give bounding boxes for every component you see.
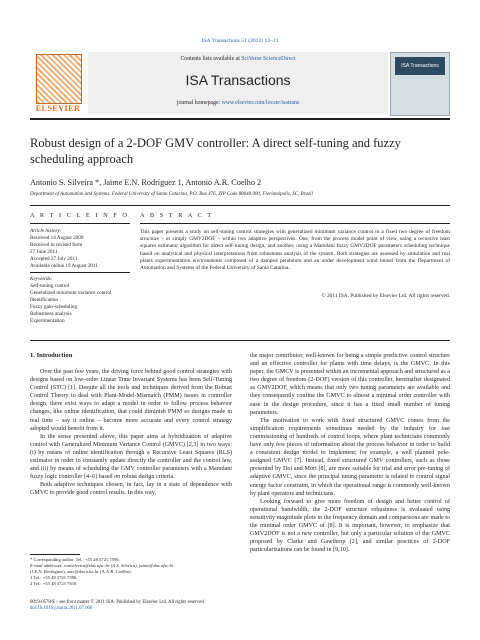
footnote-corresponding: * Corresponding author. Tel.: +55 48 3721 7596. <box>30 557 120 562</box>
article-title: Robust design of a 2-DOF GMV controller: A direct self-tuning and fuzzy scheduling approach <box>30 136 401 166</box>
history-line: 27 June 2011 <box>30 249 58 255</box>
paragraph: Over the past few years, the driving force behind good control strategies with designs based on low-order Linear Time Invariant Systems has been Self-Tuning Control (STC) [1]. Despite all the tools and techniques derived from the Robust Control Theory to deal with Plant-Model-Mismatch (PMM) issues in controller design, there exist ways to adapt a model in order to follow process behavior changes, like online identification, that could diminish PMM so designs made in real time – say it online – become more accurate and every control strategy adopted would benefit from it. <box>30 369 232 432</box>
history-line: Received 14 August 2009 <box>30 235 84 241</box>
sciencedirect-link[interactable]: SciVerse ScienceDirect <box>241 56 296 62</box>
contents-prefix: Contents lists available at <box>180 56 242 62</box>
footnote-emails-cont: (J.E.N. Rodríguez), aarc@das.ufsc.br (A.A.R. Coelho). <box>30 569 132 574</box>
affiliation: Department of Automation and Systems, Federal University of Santa Catarina, P.O. Box 476, ZIP Code 88040.900, Florianópolis, SC, Brazil <box>30 192 313 197</box>
paragraph: the major contributor, well-known for being a simple predictive control structure and an effective controller for plants with time delays, is the GMVC. In this paper, the GMCV is presented within an incremental approach and structured as a two degree of freedom (2-DOF) version of this controller, hereinafter designated as GMV2DOF, which means that only two tuning parameters are available and they consequently confine the GMVC to almost a minimal order controller with ease in the design procedure, since it has a fixed small number of tuning parameters. <box>250 353 450 416</box>
keywords-rule <box>30 272 130 273</box>
cover-title: ISA Transactions <box>395 57 445 75</box>
doi-link[interactable]: doi:10.1016/j.isatra.2011.07.006 <box>30 606 93 612</box>
header-rule <box>30 118 450 120</box>
footnotes <box>30 557 230 587</box>
paragraph: Looking forward to give more freedom of design and better control of operational bandwidth, the 2-DOF structure robustness is evaluated using sensitivity magnitude plots in the frequency domain and comparisons are made to the minimal order GMVC of [8]. It is important, however, to emphasize that GMV2DOF is not a new controller, but only a particular solution of the GMVC proposed by Clarke and Gawthrop [2], and similar practices of 2-DOF particularizations can be found in [9,10]. <box>250 498 450 554</box>
title-rule <box>30 205 450 206</box>
journal-cover <box>390 52 450 116</box>
contents-line <box>88 56 388 62</box>
paragraph: In the sense presented above, this paper aims at hybridization of adaptive control with Generalized Minimum Variance Control (GMVC) [2,3] in two ways: (i) by means of online identification through a Recursive Least Squares (RLS) estimator in order to constantly update directly the controller and the control law, and (ii) by means of scheduling the GMV controller parameters with a Mamdani fuzzy logic controller [4–6] based on robust design criteria. <box>30 433 232 481</box>
section-heading-introduction: 1. Introduction <box>30 352 73 359</box>
author-list: Antonio S. Silveira *, Jaime E.N. Rodríguez 1, Antonio A.R. Coelho 2 <box>30 178 262 187</box>
body-column-left <box>30 368 232 498</box>
footnote-1: 1 Tel.: +55 48 3721 7596. <box>30 575 78 580</box>
keyword: Robustness analysis <box>30 311 72 317</box>
abstract-bottom-rule <box>30 340 450 341</box>
homepage-link[interactable]: www.elsevier.com/locate/isatrans <box>221 100 300 106</box>
tree-emblem <box>36 54 82 104</box>
history-line: Received in revised form <box>30 242 83 248</box>
keyword: Experimentation <box>30 318 65 324</box>
homepage-prefix: journal homepage: <box>176 100 222 106</box>
copyright-notice: © 2011 ISA. Published by Elsevier Ltd. All rights reserved. <box>321 293 450 299</box>
paragraph: Both adaptive techniques chosen, in fact, lay in a state of dependence with GMVC to provide good control results. In this way, <box>30 482 232 497</box>
keyword: Fuzzy gain-scheduling <box>30 304 78 310</box>
article-history <box>30 228 98 270</box>
abstract-rule <box>140 223 450 224</box>
homepage-line <box>88 100 388 106</box>
footnote-rule <box>30 554 80 555</box>
journal-title: ISA Transactions <box>185 72 291 88</box>
history-line: Available online 19 August 2011 <box>30 263 99 269</box>
journal-reference: ISA Transactions 51 (2012) 13–21 <box>201 38 279 44</box>
article-info-rule <box>30 223 130 224</box>
keyword: Generalized minimum variance control <box>30 290 112 296</box>
paragraph: The motivation to work with fixed structured GMVC comes from the simplification requirements sometimes needed by the industry for fast commissioning of hundreds of control loops, where plant technicians commonly have only few pieces of information about the process behavior in order to build a consistent design model to implement; for example, a well planned pole-assigned GMVC [7]. Instead, fixed structured GMV controllers, such as those presented by Doi and Mori [8], are more suitable for trial and error pre-tuning of adaptive GMVC, since the principal tuning parameter is related to control signal energy factor constraint, in which the operational range is commonly well-known by plant operators and technicians. <box>250 417 450 497</box>
publisher-logo-text: ELSEVIER <box>35 104 81 113</box>
history-label: Article history: <box>30 228 62 234</box>
body-column-right <box>250 352 450 554</box>
abstract-text: This paper presents a study on self-tuning control strategies with generalized minimum variance control in a fixed two degree of freedom structure – or simply GMV2DOF – within two adaptive perspectives. One, from the process model point of view, using a recursive least squares estimator algorithm for direct self-tuning design, and another, using a Mamdani fuzzy GMV2DOF parameters scheduling technique based on analytical and physical interpretations from robustness analysis of the system. Both strategies are assessed by simulation and real plants experimentation environments composed of a damped pendulum and an under development wind tunnel from the Department of Automation and Systems of the Federal University of Santa Catarina. <box>140 229 450 272</box>
abstract-heading: A B S T R A C T <box>140 212 214 219</box>
footnote-2: 2 Tel.: +55 48 3721 7610. <box>30 581 78 586</box>
history-line: Accepted 27 July 2011 <box>30 256 78 262</box>
issn-line: 0019-0578/$ – see front matter © 2011 ISA. Published by Elsevier Ltd. All rights reserved. <box>30 600 205 605</box>
keywords <box>30 276 111 325</box>
keywords-label: Keywords: <box>30 276 53 282</box>
front-matter <box>30 600 205 612</box>
article-info-heading: A R T I C L E I N F O <box>30 212 130 219</box>
footnote-emails: E-mail addresses: tonisilveira@das.ufsc.br (A.S. Silveira), jaime@das.ufsc.br <box>30 563 174 568</box>
keyword: Identification <box>30 297 58 303</box>
elsevier-logo <box>30 52 86 114</box>
keyword: Self-tuning control <box>30 283 70 289</box>
